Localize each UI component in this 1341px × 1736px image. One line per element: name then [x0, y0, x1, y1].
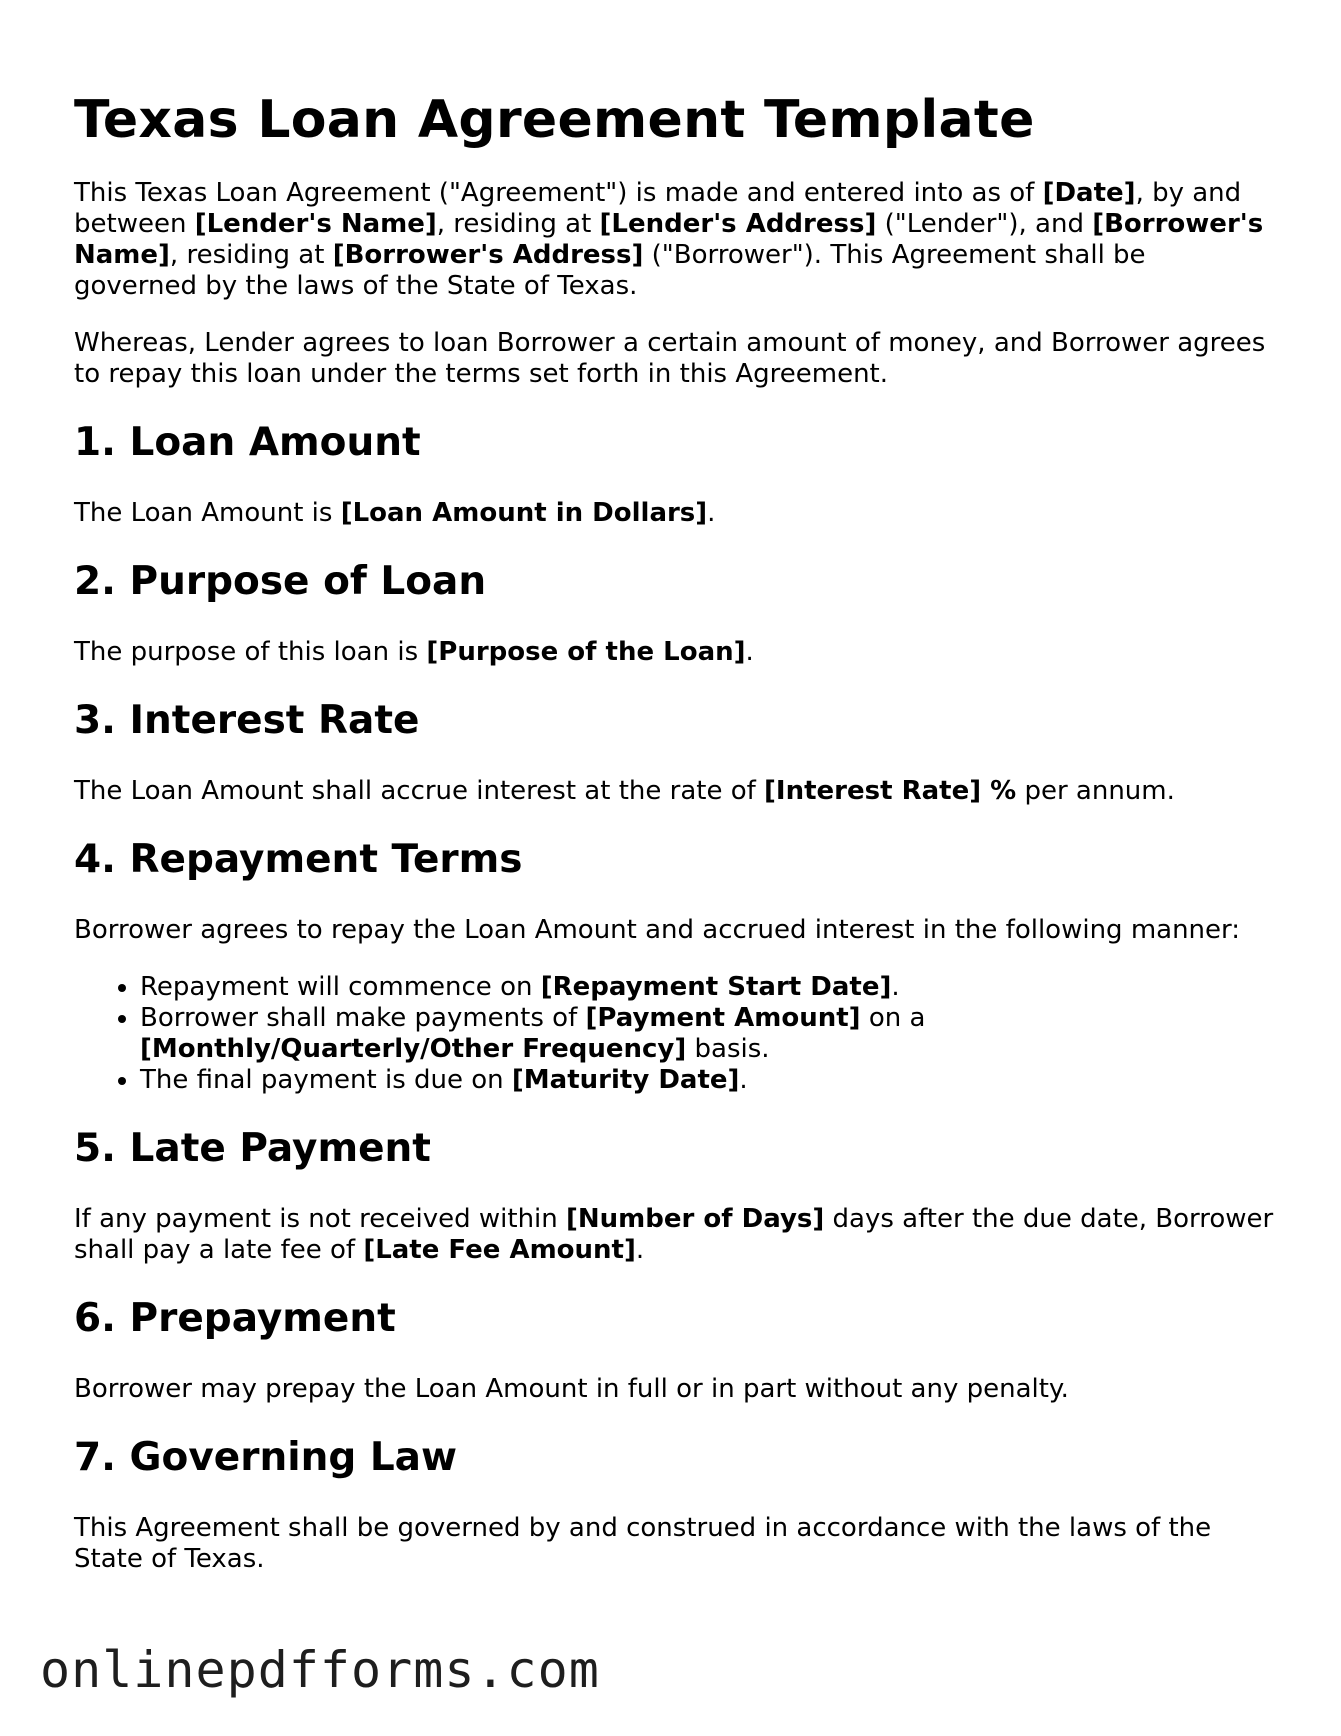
list-item-text: on a: [860, 1003, 926, 1033]
loan-amount-placeholder: [Loan Amount in Dollars]: [340, 498, 708, 528]
section-heading-prepayment: 6. Prepayment: [74, 1296, 396, 1341]
list-item-text: basis.: [686, 1034, 770, 1064]
section-heading-repayment-terms: 4. Repayment Terms: [74, 837, 523, 882]
borrower-address-placeholder: [Borrower's Address]: [332, 240, 644, 270]
intro-text: This Texas Loan Agreement ("Agreement") is made and entered into as of: [74, 178, 1043, 208]
document-page: [74, 88, 1274, 1605]
intro-paragraph: [74, 178, 1274, 302]
list-item-text: .: [891, 972, 900, 1002]
number-of-days-placeholder: [Number of Days]: [566, 1204, 825, 1234]
governing-law-paragraph: This Agreement shall be governed by and construed in accordance with the laws of the State of Texas.: [74, 1513, 1212, 1574]
section-text: per annum.: [1016, 776, 1175, 806]
lender-name-placeholder: [Lender's Name]: [194, 209, 437, 239]
frequency-placeholder: [Monthly/Quarterly/Other Frequency]: [140, 1034, 687, 1064]
list-item: [140, 972, 1274, 1003]
borrower-name-placeholder: [Borrower's Name]: [74, 209, 1264, 270]
section-heading-interest-rate: 3. Interest Rate: [74, 698, 420, 743]
purpose-placeholder: [Purpose of the Loan]: [426, 637, 746, 667]
section-text: days after the due date, Borrower shall pay a late fee of: [74, 1204, 1274, 1265]
section-text: .: [707, 498, 716, 528]
section-text: The Loan Amount is: [74, 498, 341, 528]
watermark-text: onlinepdfforms.com: [40, 1641, 600, 1699]
page-title: Texas Loan Agreement Template: [74, 90, 1035, 150]
section-text: .: [745, 637, 754, 667]
intro-text: ("Lender"), and: [876, 209, 1093, 239]
interest-rate-paragraph: [74, 776, 1274, 807]
lender-address-placeholder: [Lender's Address]: [599, 209, 877, 239]
repayment-terms-paragraph: Borrower agrees to repay the Loan Amount and accrued interest in the following manner:: [74, 915, 1241, 945]
payment-amount-placeholder: [Payment Amount]: [585, 1003, 861, 1033]
section-heading-governing-law: 7. Governing Law: [74, 1435, 458, 1480]
section-text: The Loan Amount shall accrue interest at the rate of: [74, 776, 765, 806]
intro-text: , residing at: [436, 209, 600, 239]
loan-amount-paragraph: [74, 498, 1274, 529]
repayment-terms-list: [74, 972, 1274, 1096]
section-text: The purpose of this loan is: [74, 637, 427, 667]
intro-text: , residing at: [169, 240, 333, 270]
late-fee-placeholder: [Late Fee Amount]: [363, 1235, 636, 1265]
section-heading-loan-amount: 1. Loan Amount: [74, 420, 421, 465]
late-payment-paragraph: [74, 1204, 1274, 1266]
list-item-text: Repayment will commence on: [140, 972, 541, 1002]
maturity-date-placeholder: [Maturity Date]: [511, 1065, 740, 1095]
section-text: .: [635, 1235, 645, 1265]
interest-rate-placeholder: [Interest Rate] %: [764, 776, 1017, 806]
list-item-text: Borrower shall make payments of: [140, 1003, 586, 1033]
section-heading-purpose: 2. Purpose of Loan: [74, 559, 487, 604]
section-heading-late-payment: 5. Late Payment: [74, 1126, 431, 1171]
list-item: [140, 1003, 1274, 1065]
list-item-text: The final payment is due on: [140, 1065, 512, 1095]
intro-text: , by and between: [74, 178, 1242, 239]
section-text: If any payment is not received within: [74, 1204, 567, 1234]
whereas-paragraph: Whereas, Lender agrees to loan Borrower a certain amount of money, and Borrower agrees to repay this loan under the terms set forth in this Agreement.: [74, 328, 1266, 389]
prepayment-paragraph: Borrower may prepay the Loan Amount in full or in part without any penalty.: [74, 1374, 1069, 1404]
list-item: [140, 1065, 1274, 1096]
purpose-paragraph: [74, 637, 1274, 668]
date-placeholder: [Date]: [1042, 178, 1136, 208]
intro-text: ("Borrower"). This Agreement shall be governed by the laws of the State of Texas.: [74, 240, 1146, 301]
list-item-text: .: [739, 1065, 748, 1095]
repayment-start-date-placeholder: [Repayment Start Date]: [540, 972, 892, 1002]
